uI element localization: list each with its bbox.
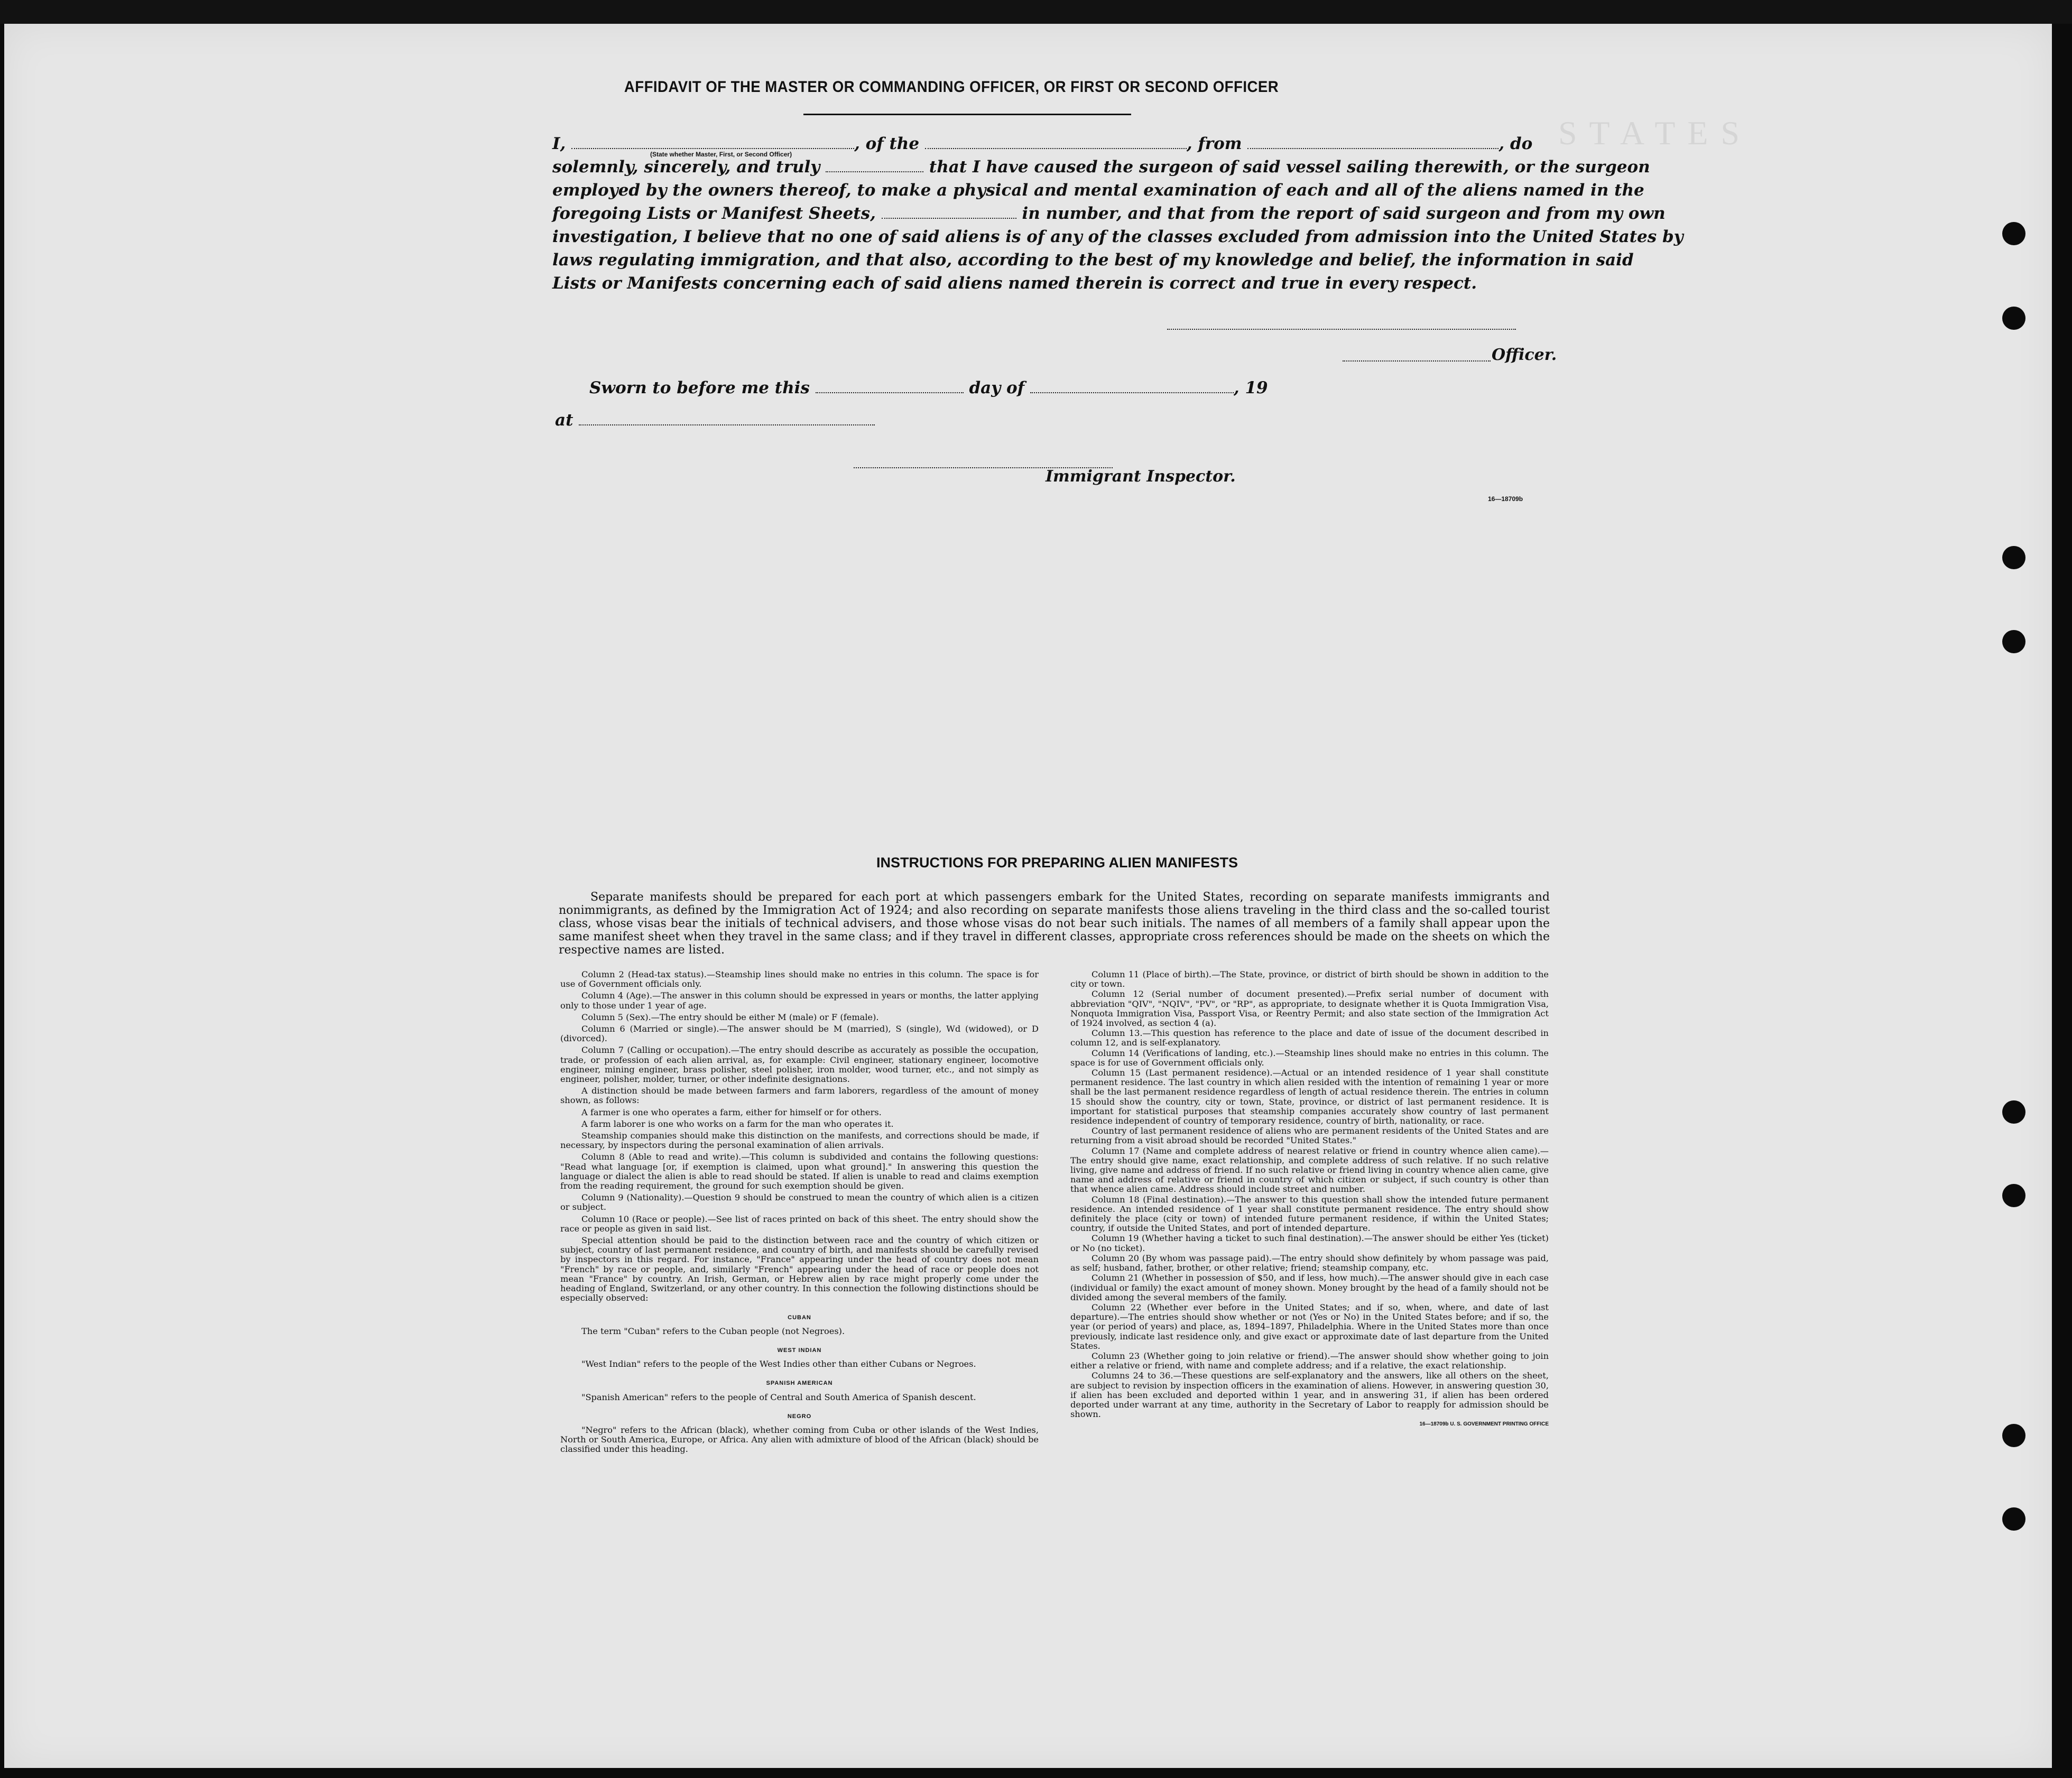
officer-rank-field[interactable]	[571, 135, 854, 149]
west-indian-note: "West Indian" refers to the people of the West Indies other than either Cubans or Negroes.	[581, 1359, 976, 1369]
column-note: A distinction should be made between farmers and farm laborers, regardless of the amount of money shown, as follows:	[560, 1086, 1039, 1106]
affidavit-of-the: , of the	[854, 134, 920, 153]
affidavit-line-5: investigation, I believe that no one of said aliens is of any of the classes excluded from admission into the United States by	[552, 227, 1684, 246]
at-text: at	[555, 411, 574, 430]
punch-hole	[2002, 307, 2025, 330]
column-note: Column 20 (By whom was passage paid).—The entry should show definitely by whom passage was paid, as self; husband, father, brother, or other relative; friend; steamship company, etc.	[1070, 1253, 1549, 1273]
spanish-american-heading: SPANISH AMERICAN	[766, 1380, 833, 1387]
instructions-right-column	[1070, 970, 1549, 1432]
punch-hole	[2002, 1100, 2025, 1124]
column-note: Column 7 (Calling or occupation).—The entry should describe as accurately as possible the occupation, trade, or profession of each alien arrival, as, for example: Civil engineer, stationary engineer, locomotive engineer, mining engineer, brass polisher, steel polisher, iron molder, wood turner, etc., and not simply as engineer, polisher, molder, turner, or other indefinite designations.	[560, 1045, 1039, 1085]
affidavit-from: , from	[1186, 134, 1242, 153]
sworn-text: Sworn to before me this	[589, 378, 810, 397]
instructions-title: INSTRUCTIONS FOR PREPARING ALIEN MANIFESTS	[876, 855, 1238, 871]
affidavit-do: , do	[1498, 134, 1533, 153]
form-number: 16—18709b	[1488, 495, 1523, 503]
column-note: Column 11 (Place of birth).—The State, province, or district of birth should be shown in addition to the city or town.	[1070, 969, 1549, 989]
affidavit-text: foregoing Lists or Manifest Sheets,	[552, 204, 876, 223]
column-note: Column 22 (Whether ever before in the United States; and if so, when, where, and date of last departure).—The entries should show whether or not (Yes or No) in the United States before; and if so, the year (or period of years) and place, as, 1894–1897, Philadelphia. Where in the United States more than once previously, indicate last residence only, and give exact or approximate date of last departure from the United States.	[1070, 1302, 1549, 1351]
bleed-through-shadow: S T A T E S	[1558, 114, 1742, 152]
sheet-count-field[interactable]	[882, 205, 1016, 219]
officer-signature-line-2[interactable]	[1343, 359, 1491, 362]
cuban-heading: CUBAN	[788, 1314, 811, 1321]
sworn-line	[589, 378, 1276, 402]
column-note: Column 12 (Serial number of document presented).—Prefix serial number of document with abbreviation "QIV", "NQIV", "PV", or "RP", as appropriate, to designate whether it is Quota Immigration Visa, Nonquota Immigration Visa, Passport Visa, or Reentry Permit; and also state section of the Immigration Act of 1924 involved, as section 4 (a).	[1070, 989, 1549, 1029]
column-note: Column 19 (Whether having a ticket to such final destination).—The answer should be either Yes (ticket) or No (no ticket).	[1070, 1233, 1549, 1253]
inspector-label: Immigrant Inspector.	[1046, 467, 1236, 486]
cuban-note: The term "Cuban" refers to the Cuban people (not Negroes).	[581, 1326, 845, 1336]
column-note: A farm laborer is one who works on a farm for the man who operates it.	[581, 1118, 894, 1129]
at-line	[555, 411, 925, 434]
punch-hole	[2002, 546, 2025, 569]
column-note: Country of last permanent residence of aliens who are permanent residents of the United States and are returning from a visit abroad should be recorded "United States."	[1070, 1126, 1549, 1146]
column-note: Steamship companies should make this distinction on the manifests, and corrections should be made, if necessary, by inspectors during the personal examination of alien arrivals.	[560, 1131, 1039, 1151]
negro-heading: NEGRO	[787, 1413, 812, 1420]
punch-hole	[2002, 630, 2025, 653]
punch-hole	[2002, 1424, 2025, 1447]
affidavit-text: in number, and that from the report of said surgeon and from my own	[1022, 204, 1666, 223]
departure-port-field[interactable]	[1247, 135, 1498, 149]
affidavit-line-4	[552, 204, 1666, 227]
year-text: , 19	[1233, 378, 1268, 397]
affidavit-line-2	[552, 158, 1650, 181]
affidavit-line-7: Lists or Manifests concerning each of said aliens named therein is correct and true in every respect.	[552, 274, 1477, 293]
intro-paragraph: Separate manifests should be prepared for each port at which passengers embark for the United States, recording on separate manifests immigrants and nonimmigrants, as defined by the Immigration Act of 1924; and also recording on separate manifests those aliens traveling in the third class and the so-called tourist class, whose visas bear the initials of technical advisers, and those whose visas do not bear such initials. The names of all members of a family shall appear upon the same manifest sheet when they travel in the same class; and if they travel in different classes, appropriate cross references should be made on the sheets on which the respective names are listed.	[559, 891, 1550, 957]
affidavit-title: AFFIDAVIT OF THE MASTER OR COMMANDING OFFICER, OR FIRST OR SECOND OFFICER	[624, 78, 1279, 96]
officer-label: Officer.	[1492, 346, 1557, 364]
column-note: Column 15 (Last permanent residence).—Actual or an intended residence of 1 year shall constitute permanent residence. The last country in which alien resided with the intention of remaining 1 year or more shall be the last permanent residence regardless of length of actual residence therein. The entries in column 15 should show the country, city or town, State, province, or district of last permanent residence. It is important for statistical purposes that steamship companies accurately show country of last permanent residence independent of country of temporary residence, country of birth, nationality, or race.	[1070, 1068, 1549, 1126]
vessel-name-field[interactable]	[925, 135, 1187, 149]
column-note: Column 10 (Race or people).—See list of races printed on back of this sheet. The entry should show the race or people as given in said list.	[560, 1214, 1039, 1234]
sworn-place-field[interactable]	[579, 412, 875, 425]
printing-office-footer: 16—18709b U. S. GOVERNMENT PRINTING OFFICE	[1419, 1421, 1549, 1428]
punch-hole	[2002, 1507, 2025, 1531]
column-note: Column 4 (Age).—The answer in this column should be expressed in years or months, the latter applying only to those under 1 year of age.	[560, 990, 1039, 1011]
affidavit-text: solemnly, sincerely, and truly	[552, 158, 820, 177]
punch-hole	[2002, 1184, 2025, 1207]
sworn-month-field[interactable]	[1030, 379, 1234, 393]
affidavit-line-6: laws regulating immigration, and that also, according to the best of my knowledge and belief, the information in said	[552, 251, 1634, 270]
negro-note: "Negro" refers to the African (black), whether coming from Cuba or other islands of the West Indies, North or South America, Europe, or Africa. Any alien with admixture of blood of the African (black) should be classified under this heading.	[560, 1424, 1039, 1455]
west-indian-heading: WEST INDIAN	[777, 1347, 822, 1354]
column-note: Column 14 (Verifications of landing, etc.).—Steamship lines should make no entries in this column. The space is for use of Government officials only.	[1070, 1048, 1549, 1068]
column-note: Column 23 (Whether going to join relative or friend).—The answer should show whether going to join either a relative or friend, with name and complete address; and if a relative, the exact relationship.	[1070, 1350, 1549, 1371]
instructions-left-column	[560, 970, 1039, 1457]
column-note: Column 13.—This question has reference to the place and date of issue of the document described in column 12, and is self-explanatory.	[1070, 1028, 1549, 1048]
column-note: Column 6 (Married or single).—The answer should be M (married), S (single), Wd (widowed), or D (divorced).	[560, 1024, 1039, 1044]
punch-hole	[2002, 222, 2025, 245]
column-note: Column 9 (Nationality).—Question 9 should be construed to mean the country of which alien is a citizen or subject.	[560, 1192, 1039, 1212]
column-note: Column 5 (Sex).—The entry should be either M (male) or F (female).	[581, 1012, 879, 1022]
column-note: Column 21 (Whether in possession of $50, and if less, how much).—The answer should give in each case (individual or family) the exact amount of money shown. Money brought by the head of a family should not be divided among the several members of the family.	[1070, 1273, 1549, 1302]
rank-instruction: (State whether Master, First, or Second Officer)	[650, 151, 792, 158]
affidavit-i: I,	[552, 134, 566, 153]
column-note: Columns 24 to 36.—These questions are self-explanatory and the answers, like all others on the sheet, are subject to revision by inspection officers in the examination of aliens. However, in answering question 30, if alien has been excluded and deported within 1 year, and in answering 31, if alien has been ordered deported under warrant at any time, authority in the Secretary of Labor to reapply for admission should be shown.	[1070, 1370, 1549, 1420]
spanish-american-note: "Spanish American" refers to the people of Central and South America of Spanish descent.	[581, 1392, 976, 1402]
sworn-day-field[interactable]	[816, 379, 964, 393]
scan-top-border	[0, 0, 2072, 24]
column-note: Column 2 (Head-tax status).—Steamship lines should make no entries in this column. The space is for use of Government officials only.	[560, 969, 1039, 989]
officer-signature-line[interactable]	[1167, 328, 1516, 330]
column-note: Column 8 (Able to read and write).—This column is subdivided and contains the following questions: "Read what language [or, if exemption is claimed, upon what ground]." In answering this question the language or dialect the alien is able to read should be stated. If alien is unable to read and claims exemption from the reading requirement, the ground for such exemption should be given.	[560, 1152, 1039, 1191]
column-note: Column 18 (Final destination).—The answer to this question shall show the intended future permanent residence. An intended residence of 1 year shall constitute permanent residence. The entry should show definitely the place (city or town) of intended future permanent residence, if within the United States; country, if outside the United States, and port of intended departure.	[1070, 1194, 1549, 1234]
oath-field[interactable]	[826, 159, 923, 172]
title-rule	[803, 114, 1131, 115]
affidavit-text: that I have caused the surgeon of said vessel sailing therewith, or the surgeon	[929, 158, 1650, 177]
affidavit-line-3: employed by the owners thereof, to make a physical and mental examination of each and all of the aliens named in the	[552, 181, 1644, 200]
instructions-intro	[559, 891, 1550, 957]
day-of-text: day of	[969, 378, 1025, 397]
column-note: Column 17 (Name and complete address of nearest relative or friend in country whence alien came).—The entry should give name, exact relationship, and complete address of such relative. If no such relative living, give name and address of friend. If no such relative or friend living in country whence alien came, give name and address of relative or friend in country of which citizen or subject, if such country is other than that whence alien came. Address should include street and number.	[1070, 1145, 1549, 1194]
column-note: A farmer is one who operates a farm, either for himself or for others.	[581, 1107, 882, 1117]
column-note: Special attention should be paid to the distinction between race and the country of which citizen or subject, country of last permanent residence, and country of birth, and manifests should be carefully revised by inspectors in this regard. For instance, "France" appearing under the head of country does not mean "French" by race or people, and, similarly "French" appearing under the head of race or people does not mean "France" by country. An Irish, German, or Hebrew alien by race might properly come under the heading of England, Switzerland, or any other country. In this connection the following distinctions should be especially observed:	[560, 1235, 1039, 1303]
